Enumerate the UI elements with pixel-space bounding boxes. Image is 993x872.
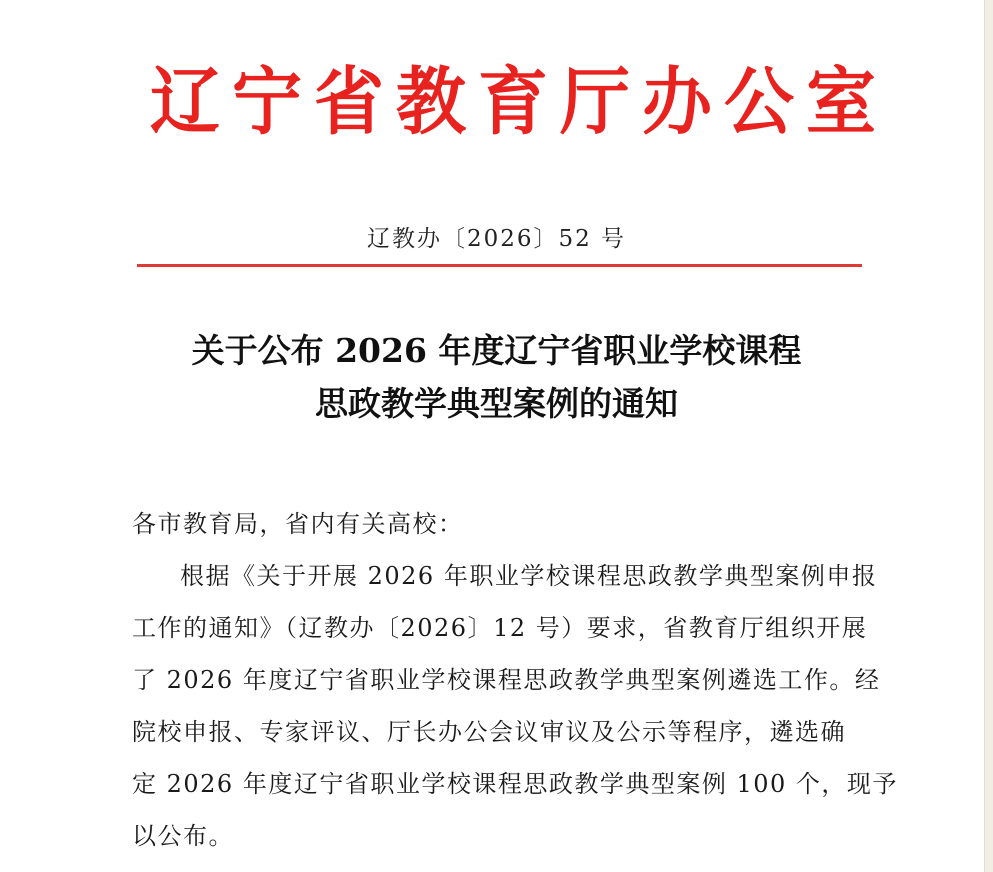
paragraph-line-3: 了 2026 年度辽宁省职业学校课程思政教学典型案例遴选工作。经	[132, 666, 881, 694]
red-divider-line	[137, 264, 862, 267]
page-edge	[984, 0, 993, 872]
paragraph-line-2: 工作的通知》（辽教办〔2026〕12 号）要求，省教育厅组织开展	[132, 614, 868, 642]
paragraph-line-4: 院校申报、专家评议、厅长办公会议审议及公示等程序，遴选确	[132, 718, 846, 746]
salutation: 各市教育局，省内有关高校：	[132, 510, 464, 538]
document-title-line-2: 思政教学典型案例的通知	[315, 384, 678, 423]
document-body	[132, 498, 898, 862]
paragraph-line-5: 定 2026 年度辽宁省职业学校课程思政教学典型案例 100 个，现予	[132, 770, 898, 798]
document-number: 辽教办〔2026〕52 号	[366, 226, 627, 252]
issuing-organization-header: 辽宁省教育厅办公室	[150, 57, 888, 146]
document-title	[0, 324, 993, 430]
paragraph-line-6: 以公布。	[132, 822, 234, 850]
paragraph-line-1: 根据《关于开展 2026 年职业学校课程思政教学典型案例申报	[180, 562, 878, 590]
document-title-line-1: 关于公布 2026 年度辽宁省职业学校课程	[191, 331, 802, 370]
